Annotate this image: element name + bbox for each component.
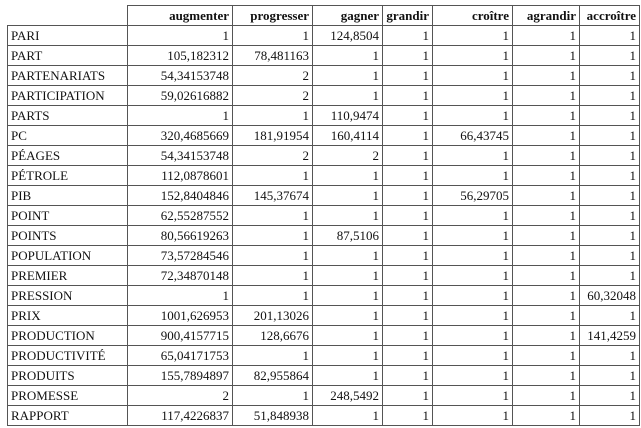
table-cell: 1 xyxy=(313,266,383,286)
table-cell: 1 xyxy=(383,86,433,106)
table-row xyxy=(8,66,640,86)
table-cell: 112,0878601 xyxy=(128,166,233,186)
table-cell: 1 xyxy=(513,226,580,246)
table-cell: 160,4114 xyxy=(313,126,383,146)
table-cell: 1 xyxy=(433,106,513,126)
table-cell: 1 xyxy=(513,26,580,46)
table-row xyxy=(8,306,640,326)
table-cell: 1 xyxy=(383,166,433,186)
table-cell: 248,5492 xyxy=(313,386,383,406)
table-cell: 117,4226837 xyxy=(128,406,233,426)
table-cell: 54,34153748 xyxy=(128,66,233,86)
table-row xyxy=(8,206,640,226)
row-label: PART xyxy=(8,46,128,66)
table-cell: 1 xyxy=(433,346,513,366)
table-cell: 1 xyxy=(513,346,580,366)
table-cell: 124,8504 xyxy=(313,26,383,46)
table-cell: 1 xyxy=(433,266,513,286)
table-cell: 1 xyxy=(433,46,513,66)
row-label: POINTS xyxy=(8,226,128,246)
table-cell: 1 xyxy=(128,286,233,306)
table-cell: 2 xyxy=(233,66,313,86)
table-cell: 155,7894897 xyxy=(128,366,233,386)
table-cell: 59,02616882 xyxy=(128,86,233,106)
table-cell: 1 xyxy=(313,166,383,186)
table-cell: 1 xyxy=(233,386,313,406)
table-cell: 1 xyxy=(383,306,433,326)
table-cell: 1 xyxy=(580,346,640,366)
table-cell: 1 xyxy=(513,86,580,106)
row-label: POPULATION xyxy=(8,246,128,266)
table-cell: 2 xyxy=(233,86,313,106)
row-label: RAPPORT xyxy=(8,406,128,426)
table-cell: 80,56619263 xyxy=(128,226,233,246)
table-cell: 1 xyxy=(433,306,513,326)
row-label: PIB xyxy=(8,186,128,206)
row-label: PRODUITS xyxy=(8,366,128,386)
corner-cell xyxy=(8,6,128,26)
table-cell: 1 xyxy=(233,106,313,126)
table-cell: 1001,626953 xyxy=(128,306,233,326)
table-cell: 1 xyxy=(313,206,383,226)
table-cell: 1 xyxy=(233,226,313,246)
table-cell: 78,481163 xyxy=(233,46,313,66)
table-cell: 1 xyxy=(313,46,383,66)
table-cell: 1 xyxy=(580,146,640,166)
table-cell: 1 xyxy=(383,126,433,146)
table-cell: 1 xyxy=(513,206,580,226)
column-header: accroître xyxy=(580,6,640,26)
table-cell: 54,34153748 xyxy=(128,146,233,166)
table-cell: 1 xyxy=(580,226,640,246)
table-cell: 1 xyxy=(580,266,640,286)
table-row xyxy=(8,46,640,66)
table-cell: 1 xyxy=(233,266,313,286)
table-cell: 1 xyxy=(383,26,433,46)
table-cell: 87,5106 xyxy=(313,226,383,246)
table-row xyxy=(8,226,640,246)
table-cell: 1 xyxy=(580,366,640,386)
table-cell: 1 xyxy=(433,286,513,306)
table-cell: 181,91954 xyxy=(233,126,313,146)
table-cell: 1 xyxy=(433,246,513,266)
table-cell: 60,32048 xyxy=(580,286,640,306)
header-row xyxy=(8,6,640,26)
table-cell: 1 xyxy=(433,26,513,46)
table-cell: 1 xyxy=(313,86,383,106)
table-cell: 1 xyxy=(580,306,640,326)
table-cell: 201,13026 xyxy=(233,306,313,326)
table-cell: 1 xyxy=(513,146,580,166)
row-label: PC xyxy=(8,126,128,146)
table-cell: 1 xyxy=(433,86,513,106)
table-cell: 1 xyxy=(580,206,640,226)
table-cell: 1 xyxy=(513,326,580,346)
row-label: PRESSION xyxy=(8,286,128,306)
table-cell: 2 xyxy=(233,146,313,166)
column-header: augmenter xyxy=(128,6,233,26)
table-cell: 1 xyxy=(580,26,640,46)
table-cell: 1 xyxy=(313,186,383,206)
table-cell: 1 xyxy=(383,286,433,306)
table-cell: 66,43745 xyxy=(433,126,513,146)
table-cell: 1 xyxy=(383,346,433,366)
table-cell: 1 xyxy=(580,166,640,186)
table-row xyxy=(8,106,640,126)
table-row xyxy=(8,146,640,166)
table-body xyxy=(8,26,640,426)
table-row xyxy=(8,246,640,266)
table-cell: 128,6676 xyxy=(233,326,313,346)
table-cell: 1 xyxy=(313,366,383,386)
row-label: POINT xyxy=(8,206,128,226)
table-row xyxy=(8,406,640,426)
row-label: PARI xyxy=(8,26,128,46)
table-cell: 1 xyxy=(383,206,433,226)
table-cell: 1 xyxy=(513,186,580,206)
table-cell: 1 xyxy=(513,266,580,286)
table-cell: 1 xyxy=(383,226,433,246)
table-cell: 1 xyxy=(383,246,433,266)
column-header: gagner xyxy=(313,6,383,26)
table-cell: 1 xyxy=(313,306,383,326)
table-cell: 141,4259 xyxy=(580,326,640,346)
table-cell: 1 xyxy=(383,406,433,426)
table-cell: 1 xyxy=(580,406,640,426)
table-row xyxy=(8,86,640,106)
column-header: agrandir xyxy=(513,6,580,26)
table-cell: 1 xyxy=(513,46,580,66)
table-cell: 1 xyxy=(433,366,513,386)
table-cell: 1 xyxy=(513,406,580,426)
row-label: PARTENARIATS xyxy=(8,66,128,86)
column-header: grandir xyxy=(383,6,433,26)
table-row xyxy=(8,326,640,346)
table-cell: 1 xyxy=(233,206,313,226)
table-cell: 1 xyxy=(513,126,580,146)
row-label: PARTICIPATION xyxy=(8,86,128,106)
table-row xyxy=(8,286,640,306)
table-cell: 1 xyxy=(513,246,580,266)
table-cell: 1 xyxy=(128,106,233,126)
table-cell: 1 xyxy=(580,386,640,406)
table-row xyxy=(8,266,640,286)
table-cell: 1 xyxy=(580,66,640,86)
table-cell: 1 xyxy=(513,286,580,306)
table-cell: 1 xyxy=(513,386,580,406)
table-cell: 1 xyxy=(580,86,640,106)
column-header: progresser xyxy=(233,6,313,26)
table-cell: 1 xyxy=(313,406,383,426)
row-label: PREMIER xyxy=(8,266,128,286)
row-label: PROMESSE xyxy=(8,386,128,406)
table-cell: 1 xyxy=(313,286,383,306)
table-cell: 1 xyxy=(513,166,580,186)
table-cell: 1 xyxy=(433,386,513,406)
table-cell: 1 xyxy=(383,146,433,166)
table-cell: 2 xyxy=(313,146,383,166)
row-label: PRIX xyxy=(8,306,128,326)
table-cell: 152,8404846 xyxy=(128,186,233,206)
table-cell: 1 xyxy=(383,106,433,126)
table-cell: 73,57284546 xyxy=(128,246,233,266)
table-cell: 1 xyxy=(580,126,640,146)
table-cell: 1 xyxy=(313,326,383,346)
table-cell: 1 xyxy=(233,286,313,306)
table-row xyxy=(8,126,640,146)
table-cell: 900,4157715 xyxy=(128,326,233,346)
table-cell: 320,4685669 xyxy=(128,126,233,146)
table-cell: 1 xyxy=(513,366,580,386)
table-cell: 1 xyxy=(383,326,433,346)
table-cell: 110,9474 xyxy=(313,106,383,126)
table-cell: 1 xyxy=(580,246,640,266)
table-row xyxy=(8,186,640,206)
table-cell: 1 xyxy=(433,206,513,226)
table-cell: 1 xyxy=(433,66,513,86)
row-label: PARTS xyxy=(8,106,128,126)
table-cell: 1 xyxy=(313,346,383,366)
table-cell: 1 xyxy=(233,246,313,266)
table-cell: 1 xyxy=(513,306,580,326)
column-header: croître xyxy=(433,6,513,26)
table-row xyxy=(8,26,640,46)
table-cell: 72,34870148 xyxy=(128,266,233,286)
table-cell: 62,55287552 xyxy=(128,206,233,226)
row-label: PRODUCTION xyxy=(8,326,128,346)
table-cell: 1 xyxy=(580,106,640,126)
table-row xyxy=(8,386,640,406)
table-cell: 1 xyxy=(383,46,433,66)
table-cell: 1 xyxy=(383,186,433,206)
table-cell: 105,182312 xyxy=(128,46,233,66)
table-cell: 1 xyxy=(513,106,580,126)
table-cell: 1 xyxy=(433,326,513,346)
table-cell: 82,955864 xyxy=(233,366,313,386)
table-row xyxy=(8,166,640,186)
table-cell: 1 xyxy=(580,46,640,66)
table-cell: 1 xyxy=(383,266,433,286)
table-cell: 1 xyxy=(433,226,513,246)
table-cell: 1 xyxy=(433,146,513,166)
table-cell: 1 xyxy=(233,166,313,186)
table-cell: 65,04171753 xyxy=(128,346,233,366)
table-cell: 1 xyxy=(383,66,433,86)
table-cell: 1 xyxy=(313,246,383,266)
row-label: PRODUCTIVITÉ xyxy=(8,346,128,366)
table-cell: 1 xyxy=(233,346,313,366)
table-cell: 1 xyxy=(233,26,313,46)
row-label: PÉAGES xyxy=(8,146,128,166)
table-row xyxy=(8,346,640,366)
row-label: PÉTROLE xyxy=(8,166,128,186)
table-row xyxy=(8,366,640,386)
table-cell: 1 xyxy=(128,26,233,46)
table-cell: 2 xyxy=(128,386,233,406)
table-cell: 1 xyxy=(383,366,433,386)
table-cell: 51,848938 xyxy=(233,406,313,426)
table-cell: 56,29705 xyxy=(433,186,513,206)
table-cell: 1 xyxy=(313,66,383,86)
cooccurrence-table xyxy=(7,5,640,426)
table-cell: 1 xyxy=(383,386,433,406)
table-cell: 145,37674 xyxy=(233,186,313,206)
table-cell: 1 xyxy=(433,166,513,186)
table-cell: 1 xyxy=(513,66,580,86)
table-cell: 1 xyxy=(433,406,513,426)
table-cell: 1 xyxy=(580,186,640,206)
